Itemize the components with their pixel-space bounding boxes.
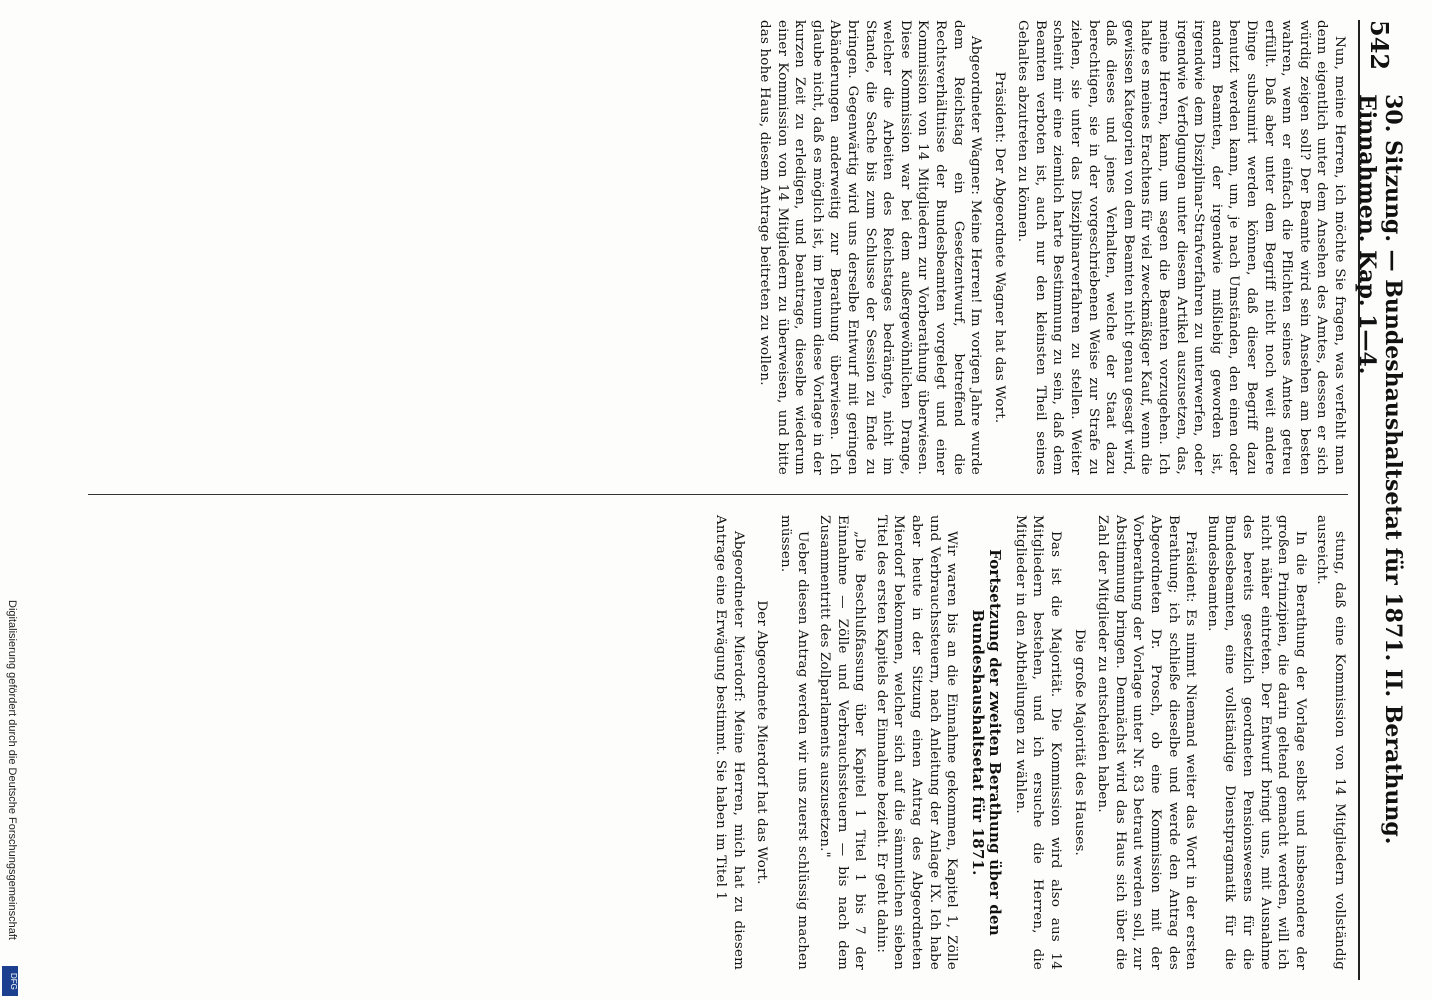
paragraph: Das ist die Majorität. Die Kommission wird also aus 14 Mitgliedern bestehen, und ich ersuche die Herren, die Mitglieder in den Abtheilungen zu wählen. (1012, 515, 1064, 970)
motion-quote: „Die Beschlußfassung über Kapitel 1 Titel 1 bis 7 der Einnahme — Zölle und Verbrauchssteuern — bis nach dem Zusammentritt des Zollparlaments auszusetzen." (816, 515, 868, 970)
speaker-line: Präsident: Der Abgeordnete Wagner hat das Wort. (991, 71, 1007, 424)
dfg-logo: DFG (2, 966, 18, 996)
vote-result: Die große Majorität des Hauses. (1071, 629, 1087, 856)
page-header (1354, 20, 1406, 980)
column-divider (88, 494, 1348, 495)
paragraph: In die Berathung der Vorlage selbst und insbesondere der großen Prinzipien, die darin geltend gemacht werden, will ich nicht näher eintreten. Der Entwurf bringt uns, mit Ausnahme des bereits gesetzlich geordneten Pensionswesens für die Bundesbeamten, eine vollständige Dienstpragmatik für die Bundesbeamten. (1204, 515, 1308, 970)
speaker-line: Der Abgeordnete Mierdorf hat das Wort. (754, 600, 770, 885)
paragraph: Ueber diesen Antrag werden wir uns zuerst schlüssig machen müssen. (777, 515, 811, 970)
left-column (78, 20, 1348, 475)
paragraph: Präsident: Es nimmt Niemand weiter das Wort in der ersten Berathung; ich schließe dieselbe und werde den Antrag des Abgeordneten Dr. Prosch, ob eine Kommission mit der Vorberathung der Vorlage unter Nr. 83 betraut werden soll, zur Abstimmung bringen. Demnächst wird das Haus sich über die Zahl der Mitglieder zu entscheiden haben. (1095, 515, 1199, 970)
paragraph: Wir waren bis an die Einnahme gekommen, Kapitel 1, Zölle und Verbrauchssteuern, nach Anleitung der Anlage IX. Ich habe aber heute in der Sitzung einen Antrag des Abgeordneten Mierdorf bekommen, welcher sich auf die sämmtlichen sieben Titel des ersten Kapitels der Einnahme bezieht. Er geht dahin: (873, 515, 960, 970)
right-column (78, 515, 1348, 970)
rotated-page-content (60, 20, 1406, 980)
page-number: 542 (1365, 20, 1395, 71)
credit-text: Digitalisierung gefördert durch die Deutsche Forschungsgemeinschaft (6, 600, 18, 940)
paragraph: Abgeordneter Mierdorf: Meine Herren, mich hat zu diesem Antrage eine Erwägung bestimmt. Sie haben im Titel 1 (713, 515, 746, 970)
running-title: 30. Sitzung. — Bundeshaushaltsetat für 1871. II. Berathung. Einnahmen. Kap. 1—4. (1354, 94, 1406, 845)
paragraph: Nun, meine Herren, ich möchte Sie fragen, was verfehlt man denn eigentlich unter dem Ansehen des Amtes, dessen er sich würdig zeigen soll? Der Beamte wird sein Ansehen am besten wahren, wenn er einfach die Pflichten seines Amtes getreu erfüllt. Daß aber unter dem Begriff nicht noch weit andere Dinge subsumirt werden können, daß dieser Begriff dazu benutzt werden kann, um, je nach Umständen, den einen oder andern Beamten, der irgendwie mißliebig geworden ist, irgendwie dem Disziplinar-Strafverfahren zu unterwerfen, oder irgendwie Verfolgungen unter diesem Artikel auszusetzen, das, meine Herren, kann, um sagen die Beamten vorzugehen. Ich halte es meines Erachtens für viel zweckmäßiger Kauf, wenn die gewissen Kategorien von dem Beamten nicht genau gesagt wird, daß dieses und jenes Verhalten, welche der Staat dazu berechtigen, sie in der vorgeschriebenen Weise zur Strafe zu ziehen, sie unter das Disziplinarverfahren zu stellen. Weiter scheint mir eine ziemlich harte Bestimmung zu sein, daß dem Beamten verboten ist, auch nur den kleinsten Theil seines Gehaltes abzutreten zu können. (1015, 20, 1347, 475)
paragraph: stung, daß eine Kommission von 14 Mitgliedern vollständig ausreicht. (1314, 515, 1347, 970)
section-heading: Fortsetzung der zweiten Berathung über den Bundeshaushaltsetat für 1871. (968, 549, 1005, 936)
paragraph: Abgeordneter Wagner: Meine Herren! Im vorigen Jahre wurde dem Reichstag ein Gesetzentwurf, betreffend die Rechtsverhältnisse der Bundesbeamten vorgelegt und einer Kommission von 14 Mitgliedern zur Vorberathung überwiesen. Diese Kommission war bei dem außergewöhnlichen Drange, welcher die Arbeiten des Reichstages bedrängte, nicht im Stande, die Sache bis zum Schlusse der Session zu Ende zu bringen. Gegenwärtig wird uns derselbe Entwurf mit geringen Abänderungen anderweitig zur Berathung überwiesen. Ich glaube nicht, daß es möglich ist, im Plenum diese Vorlage in der kurzen Zeit zu erledigen, und beantrage, dieselbe wiederum einer Kommission von 14 Mitgliedern zu überweisen, und bitte das hohe Haus, diesem Antrage beitreten zu wollen. (757, 20, 984, 475)
digitization-credit (4, 600, 22, 1000)
